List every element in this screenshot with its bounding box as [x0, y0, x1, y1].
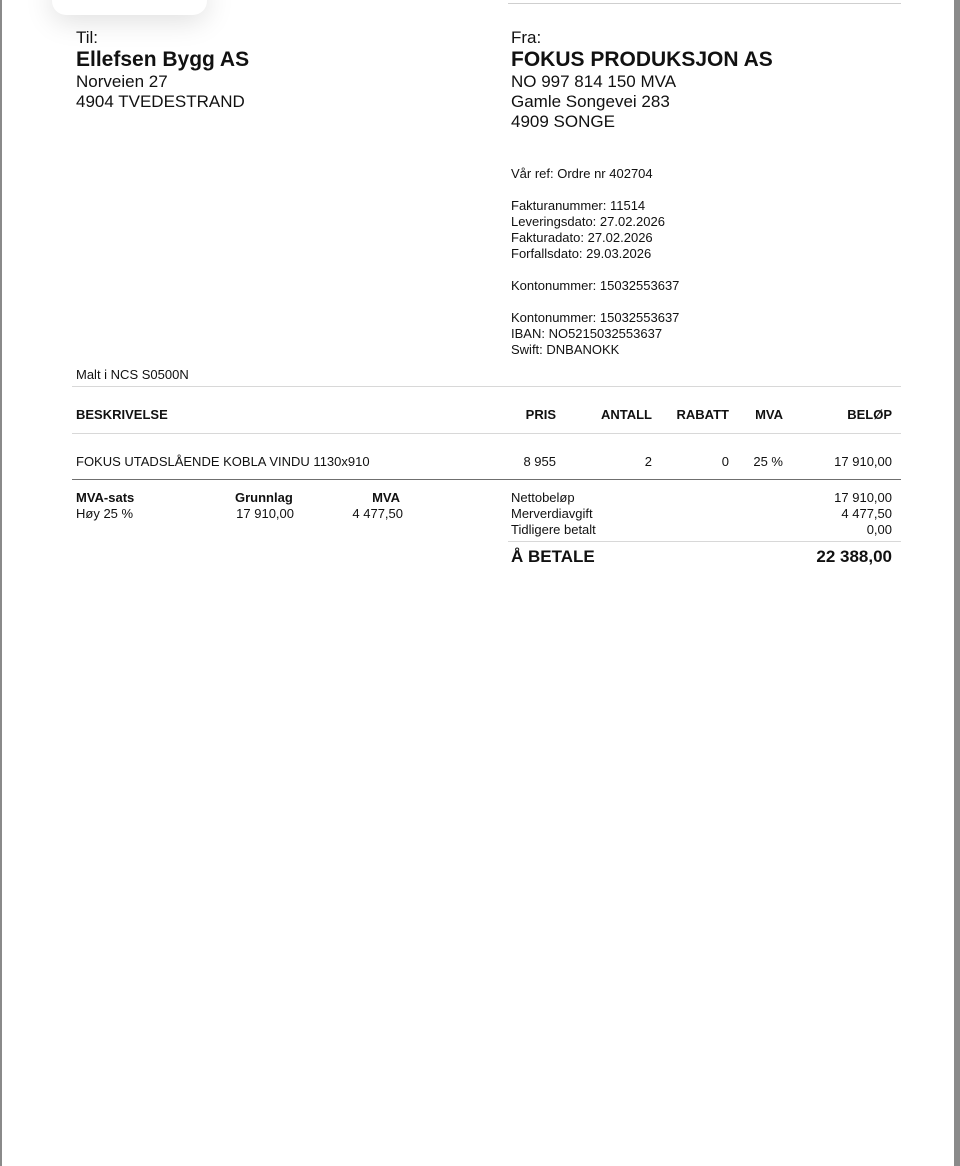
vat-amount-value: 4 477,50 [841, 506, 892, 521]
divider-below-lines [72, 479, 901, 480]
account-number: Kontonummer: 15032553637 [511, 278, 680, 293]
line-discount: 0 [721, 454, 729, 469]
due-date: Forfallsdato: 29.03.2026 [511, 246, 652, 261]
line-vat: 25 % [753, 454, 783, 469]
vat-summary-header-vat: MVA [372, 490, 400, 505]
vat-summary-header-rate: MVA-sats [76, 490, 135, 505]
swift: Swift: DNBANOKK [511, 342, 620, 357]
column-header-description: BESKRIVELSE [76, 407, 168, 422]
line-price: 8 955 [523, 454, 556, 469]
prepaid-value: 0,00 [866, 522, 892, 537]
sender-name: FOKUS PRODUKSJON AS [511, 48, 773, 71]
our-reference: Vår ref: Ordre nr 402704 [511, 166, 653, 181]
amount-due-value: 22 388,00 [816, 547, 892, 566]
window-tab-shadow [52, 0, 207, 15]
recipient-address-line2: 4904 TVEDESTRAND [76, 92, 245, 111]
vat-amount-label: Merverdiavgift [511, 506, 593, 521]
invoice-note: Malt i NCS S0500N [76, 367, 189, 382]
divider-above-table [72, 386, 901, 387]
net-amount-label: Nettobeløp [511, 490, 575, 505]
column-header-price: PRIS [525, 407, 556, 422]
sender-address-line1: Gamle Songevei 283 [511, 92, 670, 111]
vat-summary-vat: 4 477,50 [352, 506, 403, 521]
divider-above-total [508, 541, 901, 542]
prepaid-label: Tidligere betalt [511, 522, 596, 537]
delivery-date: Leveringsdato: 27.02.2026 [511, 214, 665, 229]
column-header-quantity: ANTALL [600, 407, 652, 422]
column-header-discount: RABATT [676, 407, 729, 422]
column-header-amount: BELØP [847, 407, 892, 422]
sender-address-line2: 4909 SONGE [511, 112, 615, 131]
sender-label: Fra: [511, 28, 542, 47]
net-amount-value: 17 910,00 [834, 490, 892, 505]
top-divider [508, 3, 901, 4]
invoice-number: Fakturanummer: 11514 [511, 198, 646, 213]
account-number-secondary: Kontonummer: 15032553637 [511, 310, 680, 325]
sender-org-number: NO 997 814 150 MVA [511, 72, 677, 91]
column-header-vat: MVA [755, 407, 783, 422]
vat-summary-header-base: Grunnlag [235, 490, 293, 505]
line-description: FOKUS UTADSLÅENDE KOBLA VINDU 1130x910 [76, 454, 370, 469]
recipient-name: Ellefsen Bygg AS [76, 48, 250, 71]
invoice-date: Fakturadato: 27.02.2026 [511, 230, 653, 245]
line-quantity: 2 [644, 454, 652, 469]
amount-due-label: Å BETALE [511, 547, 595, 566]
vat-summary-rate: Høy 25 % [76, 506, 134, 521]
iban: IBAN: NO5215032553637 [511, 326, 663, 341]
divider-below-header [72, 433, 901, 434]
line-amount: 17 910,00 [834, 454, 892, 469]
vat-summary-base: 17 910,00 [236, 506, 294, 521]
recipient-address-line1: Norveien 27 [76, 72, 168, 91]
recipient-label: Til: [76, 28, 99, 47]
